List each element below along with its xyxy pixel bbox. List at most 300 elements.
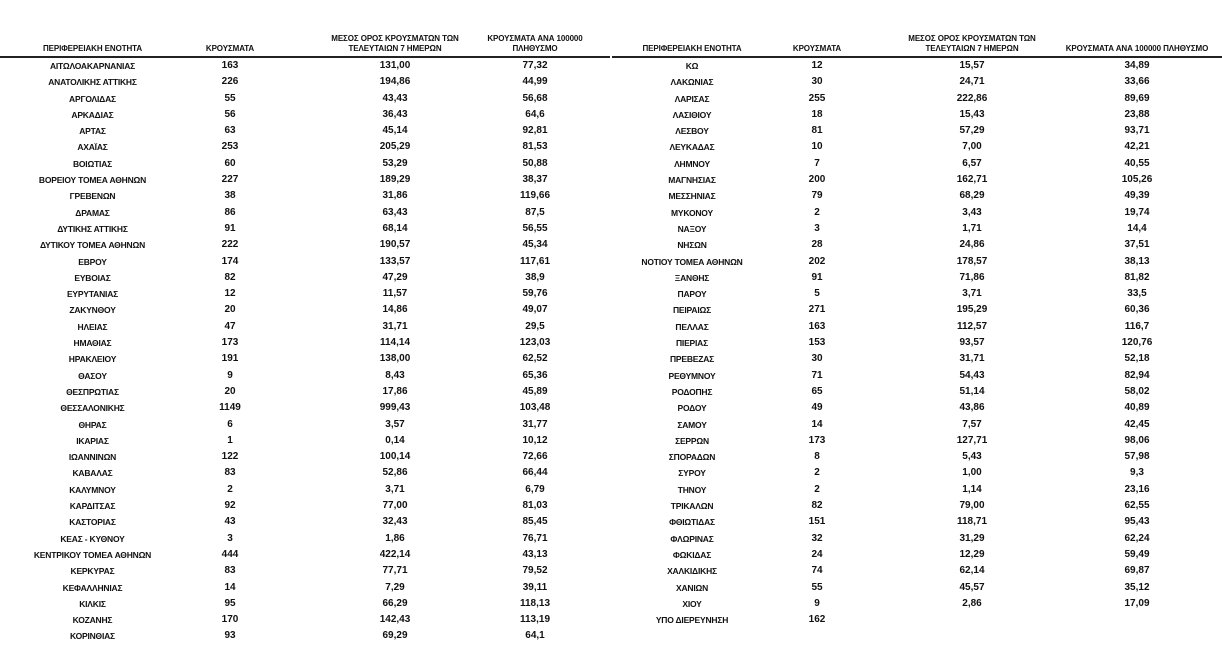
cases-cell: 14 [811,418,823,430]
per100k-cell: 10,12 [522,434,548,446]
table-row [612,74,1222,90]
per100k-cell: 33,5 [1127,288,1147,300]
cases-cell: 86 [224,206,236,218]
cases-cell: 56 [224,108,236,120]
avg7-cell: 138,00 [379,353,411,365]
table-row [0,139,610,155]
cases-cell: 83 [224,565,236,577]
table-row [612,351,1222,367]
per100k-cell: 40,55 [1124,157,1150,169]
header-cases: ΚΡΟΥΣΜΑΤΑ [205,44,255,53]
table-row [0,254,610,270]
avg7-cell: 66,29 [382,597,408,609]
region-cell: ΑΡΓΟΛΙΔΑΣ [69,93,116,104]
table-row [612,302,1222,318]
per100k-cell: 35,12 [1124,581,1150,593]
per100k-cell: 56,55 [522,222,548,234]
per100k-cell: 62,55 [1124,500,1150,512]
per100k-cell: 59,49 [1124,548,1150,560]
region-cell: ΛΑΚΩΝΙΑΣ [670,77,714,88]
table-body-right [612,58,1222,628]
region-cell: ΣΥΡΟΥ [678,468,706,479]
region-cell: ΗΡΑΚΛΕΙΟΥ [68,354,117,365]
avg7-cell: 15,43 [959,108,985,120]
region-cell: ΡΟΔΟΥ [677,403,707,414]
region-cell: ΠΑΡΟΥ [677,289,707,300]
table-row [612,270,1222,286]
header-cases: ΚΡΟΥΣΜΑΤΑ [792,44,842,53]
cases-cell: 47 [224,320,236,332]
region-cell: ΠΕΛΛΑΣ [675,321,709,332]
cases-cell: 162 [808,614,826,626]
per100k-cell: 57,98 [1124,451,1150,463]
table-row [612,172,1222,188]
table-row [612,498,1222,514]
per100k-cell: 43,13 [522,548,548,560]
region-cell: ΓΡΕΒΕΝΩΝ [69,191,116,202]
avg7-cell: 3,57 [385,418,405,430]
table-row [612,123,1222,139]
avg7-cell: 6,57 [962,157,982,169]
per100k-cell: 64,1 [525,630,545,642]
region-cell: ΚΕΑΣ - ΚΥΘΝΟΥ [60,533,125,544]
table-row [612,58,1222,74]
cases-cell: 18 [811,108,823,120]
table-row [0,563,610,579]
per100k-cell: 93,71 [1124,125,1150,137]
cases-cell: 93 [224,630,236,642]
cases-cell: 12 [224,288,236,300]
table-row [0,319,610,335]
per100k-cell: 45,34 [522,239,548,251]
cases-cell: 173 [221,337,239,349]
table-row [612,139,1222,155]
cases-cell: 227 [221,174,239,186]
per100k-cell: 85,45 [522,516,548,528]
cases-cell: 253 [221,141,239,153]
per100k-cell: 29,5 [525,320,545,332]
per100k-cell: 23,16 [1124,483,1150,495]
avg7-cell: 24,71 [959,76,985,88]
table-left-half [0,0,610,645]
table-row [0,433,610,449]
per100k-cell: 105,26 [1121,174,1153,186]
cases-cell: 2 [814,483,820,495]
region-cell: ΒΟΙΩΤΙΑΣ [72,158,113,169]
avg7-cell: 2,86 [962,597,982,609]
per100k-cell: 58,02 [1124,385,1150,397]
per100k-cell: 103,48 [519,402,551,414]
cases-cell: 95 [224,597,236,609]
avg7-cell: 194,86 [379,76,411,88]
avg7-cell: 51,14 [959,385,985,397]
table-row [0,368,610,384]
table-row [612,91,1222,107]
per100k-cell: 49,39 [1124,190,1150,202]
cases-cell: 28 [811,239,823,251]
region-cell: ΛΕΣΒΟΥ [675,126,709,137]
avg7-cell: 3,71 [385,483,405,495]
cases-cell: 83 [224,467,236,479]
per100k-cell: 44,99 [522,76,548,88]
region-cell: ΘΑΣΟΥ [78,370,107,381]
region-cell: ΘΕΣΠΡΩΤΙΑΣ [66,386,119,397]
region-cell: ΚΟΡΙΝΘΙΑΣ [70,631,115,642]
table-row [0,156,610,172]
region-cell: ΧΙΟΥ [682,598,702,609]
per100k-cell: 119,66 [519,190,551,202]
cases-cell: 1 [227,434,233,446]
region-cell: ΚΑΣΤΟΡΙΑΣ [69,517,116,528]
header-avg7: ΜΕΣΟΣ ΟΡΟΣ ΚΡΟΥΣΜΑΤΩΝ ΤΩΝ ΤΕΛΕΥΤΑΙΩΝ 7 ΗΜΕΡΩΝ [908,34,1036,53]
table-row [0,531,610,547]
cases-cell: 74 [811,565,823,577]
region-cell: ΕΥΒΟΙΑΣ [74,272,111,283]
per100k-cell: 38,37 [522,174,548,186]
avg7-cell: 8,43 [385,369,405,381]
per100k-cell: 6,79 [525,483,545,495]
table-row [0,417,610,433]
cases-cell: 91 [811,271,823,283]
avg7-cell: 189,29 [379,174,411,186]
per100k-cell: 56,68 [522,92,548,104]
table-row [612,433,1222,449]
avg7-cell: 68,14 [382,222,408,234]
table-row [612,107,1222,123]
cases-cell: 82 [811,500,823,512]
cases-cell: 79 [811,190,823,202]
avg7-cell: 93,57 [959,337,985,349]
cases-cell: 191 [221,353,239,365]
region-cell: ΣΑΜΟΥ [677,419,707,430]
per100k-cell: 59,76 [522,288,548,300]
cases-cell: 151 [808,516,826,528]
cases-cell: 122 [221,451,239,463]
table-row [0,596,610,612]
region-cell: ΦΛΩΡΙΝΑΣ [670,533,714,544]
cases-cell: 82 [224,271,236,283]
avg7-cell: 112,57 [956,320,988,332]
table-row [0,123,610,139]
region-cell: ΒΟΡΕΙΟΥ ΤΟΜΕΑ ΑΘΗΝΩΝ [38,175,147,186]
per100k-cell: 81,53 [522,141,548,153]
per100k-cell: 113,19 [519,614,551,626]
region-cell: ΘΕΣΣΑΛΟΝΙΚΗΣ [60,403,125,414]
per100k-cell: 62,24 [1124,532,1150,544]
avg7-cell: 0,14 [385,434,405,446]
avg7-cell: 7,57 [962,418,982,430]
cases-cell: 174 [221,255,239,267]
avg7-cell: 31,86 [382,190,408,202]
region-cell: ΣΠΟΡΑΔΩΝ [668,452,716,463]
table-row [0,514,610,530]
cases-cell: 202 [808,255,826,267]
per100k-cell: 117,61 [519,255,551,267]
avg7-cell: 57,29 [959,125,985,137]
avg7-cell: 131,00 [379,60,411,71]
region-cell: ΚΕΦΑΛΛΗΝΙΑΣ [62,582,123,593]
avg7-cell: 127,71 [956,434,988,446]
cases-cell: 7 [814,157,820,169]
header-avg7: ΜΕΣΟΣ ΟΡΟΣ ΚΡΟΥΣΜΑΤΩΝ ΤΩΝ ΤΕΛΕΥΤΑΙΩΝ 7 ΗΜΕΡΩΝ [331,34,459,53]
avg7-cell: 62,14 [959,565,985,577]
region-cell: ΝΗΣΩΝ [677,240,707,251]
table-row [612,547,1222,563]
cases-cell: 63 [224,125,236,137]
per100k-cell [1062,612,1212,628]
avg7-cell: 71,86 [959,271,985,283]
table-row [612,400,1222,416]
per100k-cell: 65,36 [522,369,548,381]
cases-cell: 81 [811,125,823,137]
avg7-cell: 205,29 [379,141,411,153]
table-row [612,465,1222,481]
cases-cell: 32 [811,532,823,544]
avg7-cell: 31,71 [382,320,408,332]
cases-cell: 14 [224,581,236,593]
avg7-cell: 999,43 [379,402,411,414]
avg7-cell: 52,86 [382,467,408,479]
header-per100k: ΚΡΟΥΣΜΑΤΑ ΑΝΑ 100000 ΠΛΗΘΥΣΜΟ [487,34,583,53]
cases-cell: 2 [814,467,820,479]
table-row [0,465,610,481]
table-body-left [0,58,610,645]
per100k-cell: 33,66 [1124,76,1150,88]
region-cell: ΠΕΙΡΑΙΩΣ [672,305,712,316]
cases-cell: 12 [811,60,823,71]
avg7-cell: 54,43 [959,369,985,381]
table-row [0,547,610,563]
avg7-cell [902,612,1042,628]
cases-cell: 3 [814,222,820,234]
region-cell: ΡΕΘΥΜΝΟΥ [668,370,716,381]
region-cell: ΜΕΣΣΗΝΙΑΣ [668,191,716,202]
avg7-cell: 3,71 [962,288,982,300]
avg7-cell: 69,29 [382,630,408,642]
header-row [612,0,1222,56]
region-cell: ΚΑΒΑΛΑΣ [72,468,113,479]
table-row [0,91,610,107]
avg7-cell: 118,71 [956,516,988,528]
per100k-cell: 81,03 [522,500,548,512]
per100k-cell: 82,94 [1124,369,1150,381]
per100k-cell: 87,5 [525,206,545,218]
cases-cell: 444 [221,548,239,560]
avg7-cell: 1,71 [962,222,982,234]
cases-cell: 30 [811,353,823,365]
region-cell: ΘΗΡΑΣ [78,419,107,430]
avg7-cell: 12,29 [959,548,985,560]
region-cell: ΠΡΕΒΕΖΑΣ [669,354,715,365]
region-cell: ΔΡΑΜΑΣ [75,207,110,218]
cases-cell: 2 [814,206,820,218]
per100k-cell: 62,52 [522,353,548,365]
avg7-cell: 43,86 [959,402,985,414]
table-row [612,449,1222,465]
table-row [0,221,610,237]
region-cell: ΔΥΤΙΚΟΥ ΤΟΜΕΑ ΑΘΗΝΩΝ [39,240,146,251]
table-row [612,221,1222,237]
avg7-cell: 190,57 [379,239,411,251]
avg7-cell: 222,86 [956,92,988,104]
per100k-cell: 123,03 [519,337,551,349]
table-row [0,270,610,286]
per100k-cell: 52,18 [1124,353,1150,365]
region-cell: ΛΕΥΚΑΔΑΣ [669,142,715,153]
region-cell: ΑΧΑΪΑΣ [77,142,108,153]
per100k-cell: 9,3 [1130,467,1144,479]
region-cell: ΜΥΚΟΝΟΥ [671,207,713,218]
table-row [612,514,1222,530]
cases-cell: 226 [221,76,239,88]
per100k-cell: 116,7 [1124,320,1150,332]
avg7-cell: 162,71 [956,174,988,186]
table-row [612,531,1222,547]
per100k-cell: 92,81 [522,125,548,137]
per100k-cell: 76,71 [522,532,548,544]
table-row [0,302,610,318]
region-cell: ΣΕΡΡΩΝ [675,435,709,446]
avg7-cell: 63,43 [382,206,408,218]
table-row [612,563,1222,579]
per100k-cell: 120,76 [1121,337,1153,349]
per100k-cell: 77,32 [522,60,548,71]
region-cell: ΦΩΚΙΔΑΣ [672,549,712,560]
region-cell: ΚΩ [685,61,699,71]
avg7-cell: 142,43 [379,614,411,626]
region-cell: ΚΑΡΔΙΤΣΑΣ [69,501,116,512]
per100k-cell: 17,09 [1124,597,1150,609]
region-cell: ΧΑΝΙΩΝ [675,582,709,593]
cases-cell: 163 [808,320,826,332]
cases-cell: 5 [814,288,820,300]
avg7-cell: 7,29 [385,581,405,593]
avg7-cell: 1,14 [962,483,982,495]
table-row [612,156,1222,172]
avg7-cell: 45,14 [382,125,408,137]
cases-cell: 65 [811,385,823,397]
per100k-cell: 23,88 [1124,108,1150,120]
region-cell: ΤΡΙΚΑΛΩΝ [670,501,714,512]
cases-cell: 200 [808,174,826,186]
avg7-cell: 31,71 [959,353,985,365]
avg7-cell: 1,86 [385,532,405,544]
avg7-cell: 114,14 [379,337,411,349]
cases-cell: 71 [811,369,823,381]
cases-cell: 271 [808,304,826,316]
per100k-cell: 69,87 [1124,565,1150,577]
table-row [0,628,610,644]
avg7-cell: 100,14 [379,451,411,463]
region-cell: ΚΙΛΚΙΣ [79,598,106,609]
per100k-cell: 81,82 [1124,271,1150,283]
avg7-cell: 17,86 [382,385,408,397]
table-row [0,188,610,204]
cases-cell: 20 [224,385,236,397]
cases-cell: 163 [221,60,239,71]
per100k-cell: 95,43 [1124,516,1150,528]
region-cell: ΛΑΡΙΣΑΣ [674,93,710,104]
avg7-cell: 11,57 [382,288,408,300]
table-row [612,384,1222,400]
region-cell: ΞΑΝΘΗΣ [674,272,710,283]
header-region: ΠΕΡΙΦΕΡΕΙΑΚΗ ΕΝΟΤΗΤΑ [42,44,143,53]
region-cell: ΑΝΑΤΟΛΙΚΗΣ ΑΤΤΙΚΗΣ [48,77,137,88]
avg7-cell: 77,00 [382,500,408,512]
table-row [0,482,610,498]
per100k-cell: 45,89 [522,385,548,397]
per100k-cell: 34,89 [1124,60,1150,71]
region-cell: ΡΟΔΟΠΗΣ [671,386,713,397]
avg7-cell: 5,43 [962,451,982,463]
header-row [0,0,610,56]
table-row [0,400,610,416]
avg7-cell: 31,29 [959,532,985,544]
header-per100k: ΚΡΟΥΣΜΑΤΑ ΑΝΑ 100000 ΠΛΗΘΥΣΜΟ [1065,44,1209,53]
region-cell: ΑΡΤΑΣ [79,126,106,137]
per100k-cell: 64,6 [525,108,545,120]
cases-cell: 222 [221,239,239,251]
cases-cell: 9 [814,597,820,609]
region-cell: ΕΒΡΟΥ [78,256,107,267]
table-right-half [612,0,1222,628]
region-cell: ΖΑΚΥΝΘΟΥ [69,305,116,316]
cases-cell: 10 [811,141,823,153]
avg7-cell: 32,43 [382,516,408,528]
cases-cell: 255 [808,92,826,104]
region-cell: ΚΟΖΑΝΗΣ [72,615,113,626]
cases-cell: 1149 [219,402,241,414]
table-row [612,319,1222,335]
cases-cell: 91 [224,222,236,234]
header-region: ΠΕΡΙΦΕΡΕΙΑΚΗ ΕΝΟΤΗΤΑ [642,44,742,53]
table-row [0,286,610,302]
table-row [612,580,1222,596]
cases-cell: 20 [224,304,236,316]
table-row [0,107,610,123]
region-cell: ΝΟΤΙΟΥ ΤΟΜΕΑ ΑΘΗΝΩΝ [641,256,743,267]
avg7-cell: 45,57 [959,581,985,593]
per100k-cell: 49,07 [522,304,548,316]
region-cell: ΙΩΑΝΝΙΝΩΝ [68,452,117,463]
per100k-cell: 60,36 [1124,304,1150,316]
per100k-cell: 72,66 [522,451,548,463]
table-row [612,237,1222,253]
region-cell: ΗΜΑΘΙΑΣ [73,338,112,349]
table-row [612,188,1222,204]
cases-cell: 173 [808,434,826,446]
cases-cell: 92 [224,500,236,512]
per100k-cell: 98,06 [1124,434,1150,446]
region-cell: ΔΥΤΙΚΗΣ ΑΤΤΙΚΗΣ [57,223,128,234]
region-cell: ΑΡΚΑΔΙΑΣ [71,109,114,120]
region-cell: ΜΑΓΝΗΣΙΑΣ [668,175,716,186]
region-cell: ΥΠΟ ΔΙΕΡΕΥΝΗΣΗ [655,615,729,626]
region-cell: ΚΕΡΚΥΡΑΣ [70,566,115,577]
cases-cell: 38 [224,190,236,202]
avg7-cell: 14,86 [382,304,408,316]
table-row [0,351,610,367]
avg7-cell: 77,71 [382,565,408,577]
region-cell: ΠΙΕΡΙΑΣ [675,338,709,349]
cases-cell: 2 [227,483,233,495]
table-row [0,237,610,253]
per100k-cell: 38,9 [525,271,545,283]
cases-cell: 55 [224,92,236,104]
region-cell: ΧΑΛΚΙΔΙΚΗΣ [667,566,717,577]
region-cell: ΛΑΣΙΘΙΟΥ [672,109,712,120]
avg7-cell: 133,57 [379,255,411,267]
